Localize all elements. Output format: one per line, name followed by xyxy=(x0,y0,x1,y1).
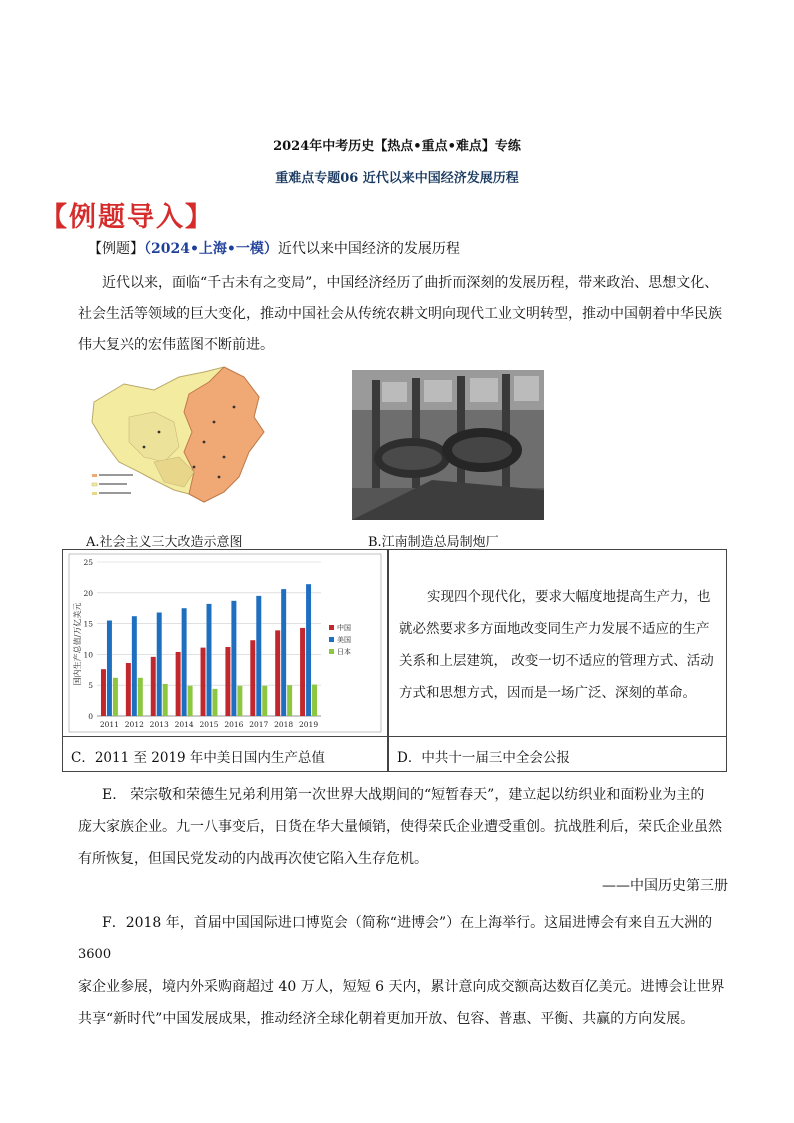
table-cell-d-quote xyxy=(388,549,727,737)
section-f-line: 共享“新时代”中国发展成果，推动经济全球化朝着更加开放、包容、普惠、平衡、共赢的方向发展。 xyxy=(78,1011,695,1027)
gdp-bar-chart xyxy=(63,550,387,736)
legend-label: 日本 xyxy=(337,648,351,656)
intro-line: 伟大复兴的宏伟蓝图不断前进。 xyxy=(78,337,274,353)
y-tick-label: 0 xyxy=(88,712,93,721)
table-cell-c-caption xyxy=(62,736,388,772)
bar-0-3 xyxy=(176,652,181,716)
legend-label: 美国 xyxy=(337,636,351,644)
question-prefix: 【例题】 xyxy=(88,241,144,257)
x-tick-label: 2012 xyxy=(124,720,144,729)
factory-photo-image xyxy=(352,370,544,520)
quote-line: 关系和上层建筑， 改变一切不适应的管理方式、活动 xyxy=(399,653,714,669)
bar-2-8 xyxy=(312,685,317,716)
bar-0-1 xyxy=(126,663,131,716)
bar-0-0 xyxy=(101,669,106,716)
x-tick-label: 2014 xyxy=(174,720,194,729)
section-e-paragraph xyxy=(78,779,748,875)
x-tick-label: 2011 xyxy=(99,720,119,729)
bar-2-0 xyxy=(113,678,118,716)
figure-b-caption: B.江南制造总局制炮厂 xyxy=(368,535,499,550)
bar-2-7 xyxy=(287,685,292,716)
quote-line: 方式和思想方式，因而是一场广泛、深刻的革命。 xyxy=(399,685,696,701)
x-tick-label: 2018 xyxy=(274,720,294,729)
bar-1-7 xyxy=(281,589,286,716)
bar-0-2 xyxy=(151,657,156,716)
question-source: （2024•上海•一模） xyxy=(144,241,278,257)
bar-2-5 xyxy=(237,686,242,716)
section-banner: 【例题导入】 xyxy=(40,202,214,233)
bar-1-1 xyxy=(132,616,137,716)
x-tick-label: 2017 xyxy=(249,720,269,729)
bar-0-5 xyxy=(225,647,230,716)
legend-swatch xyxy=(329,625,334,630)
bar-1-0 xyxy=(107,621,112,716)
section-e-line: 有所恢复，但国民党发动的内战再次使它陷入生存危机。 xyxy=(78,851,428,867)
intro-line: 近代以来，面临“千古未有之变局”，中国经济经历了曲折而深刻的发展历程，带来政治、思想文化、 xyxy=(102,275,719,291)
bar-2-4 xyxy=(212,689,217,716)
bar-2-3 xyxy=(188,686,193,716)
section-f-paragraph xyxy=(78,907,758,1035)
page-title: 2024年中考历史【热点•重点•难点】专练 xyxy=(273,139,521,154)
section-e-line: 庞大家族企业。九一八事变后，日货在华大量倾销，使得荣氏企业遭受重创。抗战胜利后，荣氏企业虽然 xyxy=(78,819,722,835)
table-cell-d-caption xyxy=(388,736,727,772)
section-e-source: ——中国历史第三册 xyxy=(602,878,728,894)
question-heading xyxy=(88,238,460,258)
bar-0-4 xyxy=(201,648,206,716)
legend-label: 中国 xyxy=(337,624,351,632)
section-f-line: F．2018 年，首届中国国际进口博览会（简称“进博会”）在上海举行。这届进博会有来自五大洲的 xyxy=(102,915,713,931)
question-stem: 近代以来中国经济的发展历程 xyxy=(277,241,460,257)
map-figure xyxy=(84,362,292,527)
section-f-number: 3600 xyxy=(78,947,112,962)
section-e-line: 荣宗敬和荣德生兄弟利用第一次世界大战期间的“短暂春天”，建立起以纺织业和面粉业为主的 xyxy=(130,787,705,803)
china-map-image xyxy=(84,362,292,527)
y-tick-label: 5 xyxy=(88,681,93,691)
intro-line: 社会生活等领域的巨大变化，推动中国社会从传统农耕文明向现代工业文明转型，推动中国朝着中华民族 xyxy=(78,306,722,322)
figure-c-caption: C．2011 至 2019 年中美日国内生产总值 xyxy=(71,750,325,766)
bar-0-7 xyxy=(275,630,280,716)
bar-2-2 xyxy=(163,684,168,716)
bar-1-4 xyxy=(207,604,212,716)
y-tick-label: 10 xyxy=(83,650,93,660)
bar-0-6 xyxy=(250,640,255,716)
x-tick-label: 2015 xyxy=(199,720,219,729)
figure-d-caption: D．中共十一届三中全会公报 xyxy=(397,750,570,766)
topic-subtitle: 重难点专题06 近代以来中国经济发展历程 xyxy=(275,171,519,186)
y-axis-label: 国内生产总值/万亿美元 xyxy=(73,602,82,686)
legend-swatch xyxy=(329,649,334,654)
intro-paragraph xyxy=(78,268,738,361)
bar-2-6 xyxy=(262,686,267,716)
x-tick-label: 2019 xyxy=(299,720,319,729)
bar-1-6 xyxy=(256,596,261,716)
figure-a-caption: A.社会主义三大改造示意图 xyxy=(86,535,243,550)
quote-line: 就必然要求多方面地改变同生产力发展不适应的生产 xyxy=(399,621,710,637)
section-f-line: 家企业参展，境内外采购商超过 40 万人，短短 6 天内，累计意向成交额高达数百亿美元。进博会让世界 xyxy=(78,979,725,995)
table-cell-c-chart xyxy=(62,549,388,737)
bar-1-8 xyxy=(306,584,311,716)
bar-1-3 xyxy=(182,608,187,716)
x-tick-label: 2016 xyxy=(224,720,244,729)
section-e-label: E. xyxy=(102,787,117,803)
quote-line: 实现四个现代化，要求大幅度地提高生产力，也 xyxy=(427,589,711,605)
y-tick-label: 15 xyxy=(83,619,93,629)
bar-1-2 xyxy=(157,613,162,716)
y-tick-label: 20 xyxy=(83,588,93,598)
bar-0-8 xyxy=(300,628,305,716)
bar-2-1 xyxy=(138,678,143,716)
factory-photo xyxy=(352,370,544,520)
bar-1-5 xyxy=(231,601,236,716)
communique-quote xyxy=(399,581,719,709)
legend-swatch xyxy=(329,637,334,642)
x-tick-label: 2013 xyxy=(149,720,169,729)
y-tick-label: 25 xyxy=(83,558,93,567)
